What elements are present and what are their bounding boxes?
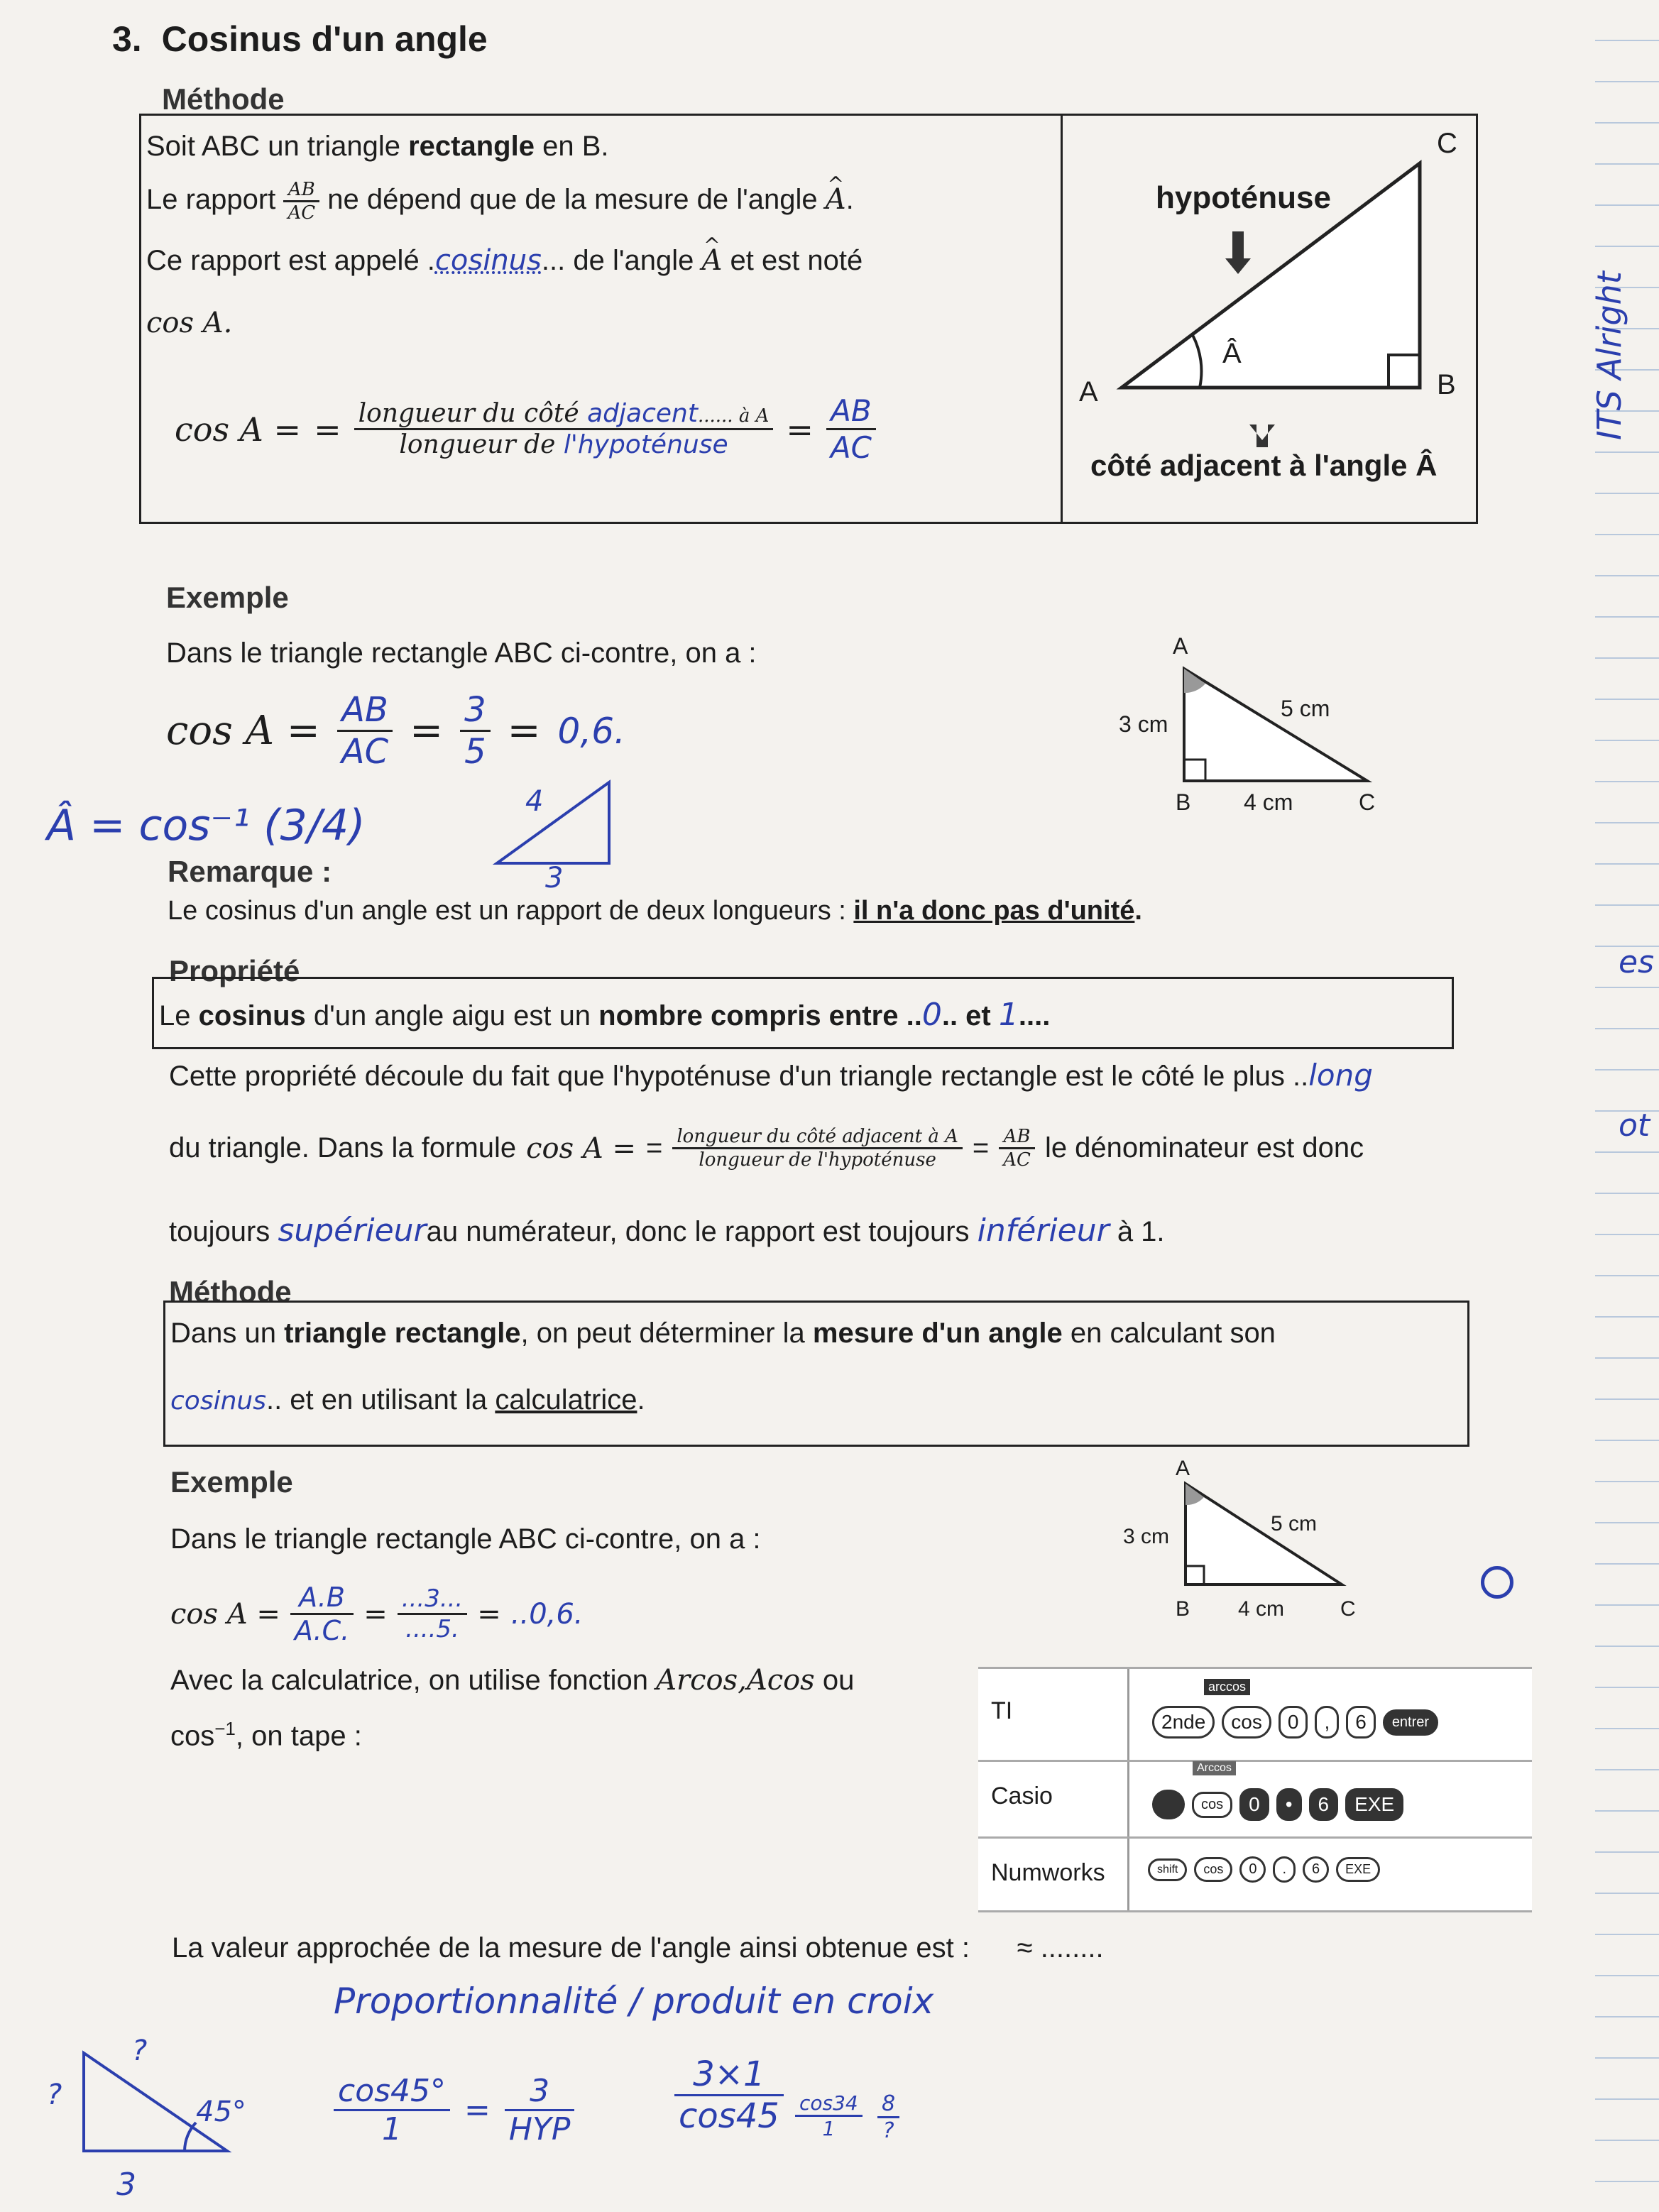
exemple1-intro: Dans le triangle rectangle ABC ci-contre, on a : (166, 637, 757, 669)
prop-expl1-hand: long (1308, 1058, 1373, 1093)
e2-fig-b: B (1176, 1597, 1190, 1621)
prop-expl1-a: Cette propriété découle du fait que l'hypoténuse d'un triangle rectangle est le côté le plus .. (169, 1061, 1309, 1092)
m1-l3b: ... de l'angle (541, 245, 694, 276)
propriete-expl1 (169, 1058, 1373, 1093)
e2-num1: A.B (290, 1582, 354, 1615)
rem-c: . (1134, 896, 1142, 926)
margin-note-es: es (1619, 944, 1654, 980)
methode1-line3 (146, 244, 863, 277)
hand-eq-rhs (505, 2073, 575, 2147)
e2-eq1: = (363, 1597, 388, 1631)
e2-calc-fn: Arcos,Acos (656, 1664, 815, 1697)
hand-eq-lhs-num: cos45° (334, 2073, 450, 2111)
calc-ti-key-6: 6 (1346, 1706, 1376, 1739)
prop-hand-0: 0 (921, 997, 942, 1033)
e2-calc-d: , on tape : (235, 1720, 362, 1752)
exemple1-formula (166, 690, 625, 772)
calc-nw-key-shift: shift (1148, 1858, 1187, 1881)
m1-l1c: en B. (534, 131, 609, 162)
e2-frac1 (290, 1582, 354, 1646)
hand-eq-rhs-num: 3 (505, 2073, 575, 2111)
calc-ti-top: arccos (1204, 1679, 1250, 1695)
m1-f-den-hand: l'hypoténuse (563, 430, 728, 459)
prop-expl2-eq: = (645, 1132, 663, 1164)
calc-nw-key-0: 0 (1239, 1856, 1266, 1883)
m1-l2a: Le rapport (146, 184, 276, 216)
e1-num2: 3 (460, 690, 491, 732)
e1-result: 0,6. (557, 710, 625, 752)
calc-numworks-name: Numworks (991, 1859, 1105, 1886)
exemple2-formula (170, 1582, 584, 1646)
hand-frac3-den: 1 (822, 2117, 836, 2140)
calc-ti-key-comma: , (1315, 1706, 1339, 1739)
calc-casio-key-0: 0 (1239, 1788, 1269, 1821)
prop-expl3-c: à 1. (1117, 1216, 1165, 1247)
e2-frac2 (398, 1584, 467, 1643)
m2-g: calculatrice (495, 1384, 637, 1416)
hand-tri-q1: ? (132, 2035, 148, 2067)
e1-lhs: cos A = (166, 708, 320, 754)
hand-triangle-shape (497, 782, 609, 863)
methode2-line1 (170, 1318, 1276, 1349)
hand-tri-angle: 45° (196, 2096, 246, 2128)
section-title-text: Cosinus d'un angle (161, 19, 488, 59)
hand-frac2-den: cos45 (679, 2096, 779, 2136)
e1-fig-ab: 3 cm (1119, 711, 1168, 737)
calc-nw-key-exe: EXE (1336, 1857, 1380, 1882)
exemple2-heading: Exemple (170, 1465, 293, 1499)
prop-e: .. (898, 1000, 922, 1031)
m2-hand: cosinus (170, 1386, 266, 1416)
e2-calc-b: ou (822, 1665, 855, 1696)
e2-calc-a: Avec la calculatrice, on utilise fonction (170, 1665, 648, 1696)
e1-frac2 (460, 690, 491, 772)
prop-b: cosinus (198, 1000, 306, 1031)
circle-o-mark (1481, 1566, 1513, 1599)
propriete-expl2 (169, 1126, 1364, 1171)
hand-frac4-den: ? (882, 2118, 894, 2143)
prop-a: Le (159, 1000, 199, 1031)
calc-casio-key-dot: • (1276, 1788, 1302, 1821)
calc-row-numworks (978, 1838, 1532, 1910)
hand-tri-top: 4 (525, 785, 544, 818)
e2-fig-bc: 4 cm (1238, 1597, 1285, 1621)
m1-f-lhs: cos A = (175, 410, 302, 449)
methode1-line2: Le rapport $\frac{AB}{AC}$ ne dépend que de la mesure de l'angle ^ A. (146, 179, 854, 224)
m2-d: mesure d'un angle (812, 1318, 1063, 1349)
prop-expl2-den: longueur de l'hypoténuse (699, 1149, 936, 1171)
prop-d: nombre compris entre (598, 1000, 899, 1031)
margin-note-vertical: ITS Alright (1590, 271, 1628, 440)
calc-ti-key-cos: cos (1222, 1706, 1271, 1739)
m2-e: en calculant son (1062, 1318, 1276, 1349)
remarque-text (168, 896, 1142, 926)
hand-frac3 (795, 2091, 863, 2140)
e2-fig-ac: 5 cm (1271, 1512, 1318, 1535)
exemple2-calc-line1 (170, 1664, 854, 1697)
methode1-formula (175, 393, 876, 465)
e1-num1: AB (337, 690, 393, 732)
propriete-heading: Propriété (169, 954, 300, 987)
hand-frac3-f (795, 2091, 863, 2140)
m1-f-res-den: AC (830, 430, 872, 465)
exemple2-approx: La valeur approchée de la mesure de l'angle ainsi obtenue est : ≈ ........ (172, 1932, 1104, 1964)
prop-expl2-a: du triangle. Dans la formule (169, 1132, 517, 1164)
e2-den1: A.C. (294, 1615, 350, 1646)
hand-frac2 (674, 2054, 784, 2136)
calc-nw-key-cos: cos (1194, 1857, 1232, 1882)
prop-expl2-eq2: = (972, 1132, 990, 1164)
prop-expl3-a: toujours (169, 1216, 270, 1247)
m2-h: . (637, 1384, 645, 1416)
m1-fig-angle: Â (1222, 338, 1242, 369)
m1-ratio-den: AC (288, 202, 316, 224)
methode1-heading: Méthode (162, 82, 285, 116)
prop-expl2-rnum: AB (999, 1126, 1035, 1149)
e1-fig-a: A (1173, 633, 1188, 659)
m1-f-eq: = (314, 410, 341, 449)
exemple2-figure (1181, 1478, 1352, 1592)
methode1-divider (1061, 114, 1063, 524)
calc-row-casio (978, 1761, 1532, 1836)
e1-eq2: = (507, 708, 541, 754)
calc-casio-name: Casio (991, 1783, 1053, 1809)
calc-ti-name: TI (991, 1697, 1013, 1724)
m1-l1b: rectangle (408, 131, 535, 162)
calc-casio-key-cos: cos (1192, 1792, 1232, 1818)
hand-frac2-num: 3×1 (674, 2054, 784, 2096)
hand-tri-base: 3 (116, 2167, 136, 2203)
e2-calc-c: cos (170, 1720, 215, 1752)
m1-fig-c: C (1437, 128, 1457, 159)
calc-ti-key-2nde: 2nde (1152, 1706, 1215, 1739)
prop-expl2-rfrac (999, 1126, 1035, 1171)
hand-eq-rhs-den: HYP (508, 2111, 571, 2147)
hand-frac4-num: 8 (877, 2091, 899, 2118)
propriete-box-text (159, 997, 1050, 1033)
section-title (112, 18, 488, 60)
m1-f-den-a: longueur de (399, 430, 556, 459)
methode2-heading: Méthode (169, 1275, 292, 1308)
hand-eq (334, 2073, 574, 2147)
calc-ti-key-enter: entrer (1383, 1709, 1438, 1736)
m2-f: .. et en utilisant la (265, 1384, 495, 1416)
calc-ti-key-0: 0 (1279, 1706, 1308, 1739)
exemple1-heading: Exemple (166, 581, 289, 614)
prop-expl3-b: au numérateur, donc le rapport est toujours (426, 1216, 970, 1247)
calc-casio-top: Arccos (1193, 1761, 1236, 1775)
e1-eq1: = (410, 708, 444, 754)
m1-f-num-hand: adjacent (587, 399, 698, 428)
exemple2-calc-line2 (170, 1718, 362, 1752)
prop-expl3-hand2: inférieur (977, 1212, 1110, 1249)
prop-expl2-b: le dénominateur est donc (1044, 1132, 1364, 1164)
m1-f-num-a: longueur du côté (358, 399, 579, 428)
section-number: 3. (112, 19, 142, 59)
e2-calc-sup: −1 (214, 1718, 236, 1739)
m1-l2-angle: ^ A (826, 183, 846, 216)
prop-hand-1: 1 (998, 997, 1019, 1033)
hand-proportionnalite: Proportionnalité / produit en croix (334, 1981, 934, 2022)
e1-triangle (1184, 669, 1367, 781)
prop-expl2-num: longueur du côté adjacent à A (672, 1126, 963, 1149)
e2-result: ..0,6. (510, 1597, 584, 1631)
remarque-heading: Remarque : (168, 855, 332, 888)
hand-frac4-f (877, 2091, 899, 2143)
prop-expl3-hand1: supérieur (278, 1212, 427, 1249)
calc-nw-key-6: 6 (1303, 1856, 1329, 1883)
m1-arrow-up-icon (1249, 425, 1275, 447)
m1-f-res (826, 393, 876, 465)
m1-l3c: et est noté (730, 245, 863, 276)
propriete-expl3 (169, 1212, 1165, 1249)
exemple1-figure (1178, 660, 1391, 788)
calculator-table (978, 1667, 1532, 1912)
methode1-line4: cos A. (146, 307, 233, 339)
e2-fig-c: C (1340, 1597, 1356, 1621)
m1-f-frac (354, 399, 774, 459)
hand-frac2-f (674, 2054, 784, 2136)
e1-fig-ac: 5 cm (1281, 696, 1330, 721)
m1-fig-b: B (1437, 369, 1456, 400)
methode2-line2 (170, 1384, 645, 1416)
hand-frac4 (877, 2091, 899, 2143)
calc-casio-key-exe: EXE (1345, 1788, 1403, 1821)
m2-b: triangle rectangle (284, 1318, 521, 1349)
hand-eq-lhs (334, 2073, 450, 2147)
m1-l3a: Ce rapport est appelé . (146, 245, 435, 276)
calc-casio-key-6: 6 (1309, 1788, 1339, 1821)
prop-c: d'un angle aigu est un (305, 1000, 599, 1031)
m1-f-res-num: AB (826, 393, 876, 430)
e2-num2: ...3... (398, 1584, 467, 1615)
rem-a: Le cosinus d'un angle est un rapport de deux longueurs : (168, 896, 854, 926)
e2-den2: ....5. (405, 1615, 459, 1643)
e2-eq2: = (477, 1597, 501, 1631)
rem-b: il n'a donc pas d'unité (853, 896, 1135, 926)
e1-fig-bc: 4 cm (1244, 789, 1293, 815)
exemple2-intro: Dans le triangle rectangle ABC ci-contre, on a : (170, 1523, 761, 1555)
m1-arrow-down-icon (1225, 231, 1251, 274)
hand-triangle-sketch (490, 774, 618, 873)
margin-note-ot: ot (1619, 1107, 1650, 1144)
m1-fig-a: A (1079, 376, 1098, 407)
e1-fig-b: B (1176, 789, 1191, 815)
m1-l3-angle: ^ A (701, 244, 722, 277)
e1-den1: AC (341, 732, 389, 772)
e2-fig-ab: 3 cm (1123, 1525, 1170, 1548)
e2-triangle (1186, 1484, 1342, 1584)
m1-fig-hyp: hypoténuse (1156, 180, 1331, 215)
e2-fig-a: A (1176, 1457, 1190, 1480)
m1-l2b: ne dépend que de la mesure de l'angle (327, 184, 818, 216)
e1-fig-c: C (1359, 789, 1376, 815)
m2-a: Dans un (170, 1318, 285, 1349)
e1-frac1 (337, 690, 393, 772)
prop-f: .. et (941, 1000, 999, 1031)
calc-casio-key-shift (1152, 1790, 1185, 1819)
hand-eq-lhs-den: 1 (382, 2111, 403, 2147)
hand-tri-q2: ? (47, 2079, 62, 2111)
m1-fig-adj: côté adjacent à l'angle Â (1090, 449, 1438, 482)
m1-f-eq2: = (786, 410, 814, 449)
prop-expl2-lhs: cos A = (526, 1132, 636, 1165)
calc-row-ti (978, 1669, 1532, 1760)
e2-lhs: cos A = (170, 1597, 280, 1631)
prop-expl2-rden: AC (1003, 1149, 1031, 1171)
calc-nw-key-dot: . (1273, 1856, 1296, 1883)
prop-g: .... (1018, 1000, 1051, 1031)
m1-f-num-b: ...... à A (697, 405, 770, 427)
prop-expl2-frac (672, 1126, 963, 1171)
m1-l3-hand: cosinus (434, 244, 542, 277)
hand-angle-formula: Â = cos⁻¹ (3/4) (47, 801, 366, 850)
methode1-line1 (146, 131, 608, 163)
hand-tri-bottom: 3 (545, 862, 564, 894)
m1-ratio (283, 179, 319, 224)
hand-eq-eq: = (464, 2092, 491, 2128)
m1-ratio-num: AB (283, 179, 319, 202)
e1-den2: 5 (464, 732, 486, 772)
m1-l1a: Soit ABC un triangle (146, 131, 409, 162)
hand-frac3-num: cos34 (795, 2091, 863, 2117)
m2-c: , on peut déterminer la (520, 1318, 813, 1349)
